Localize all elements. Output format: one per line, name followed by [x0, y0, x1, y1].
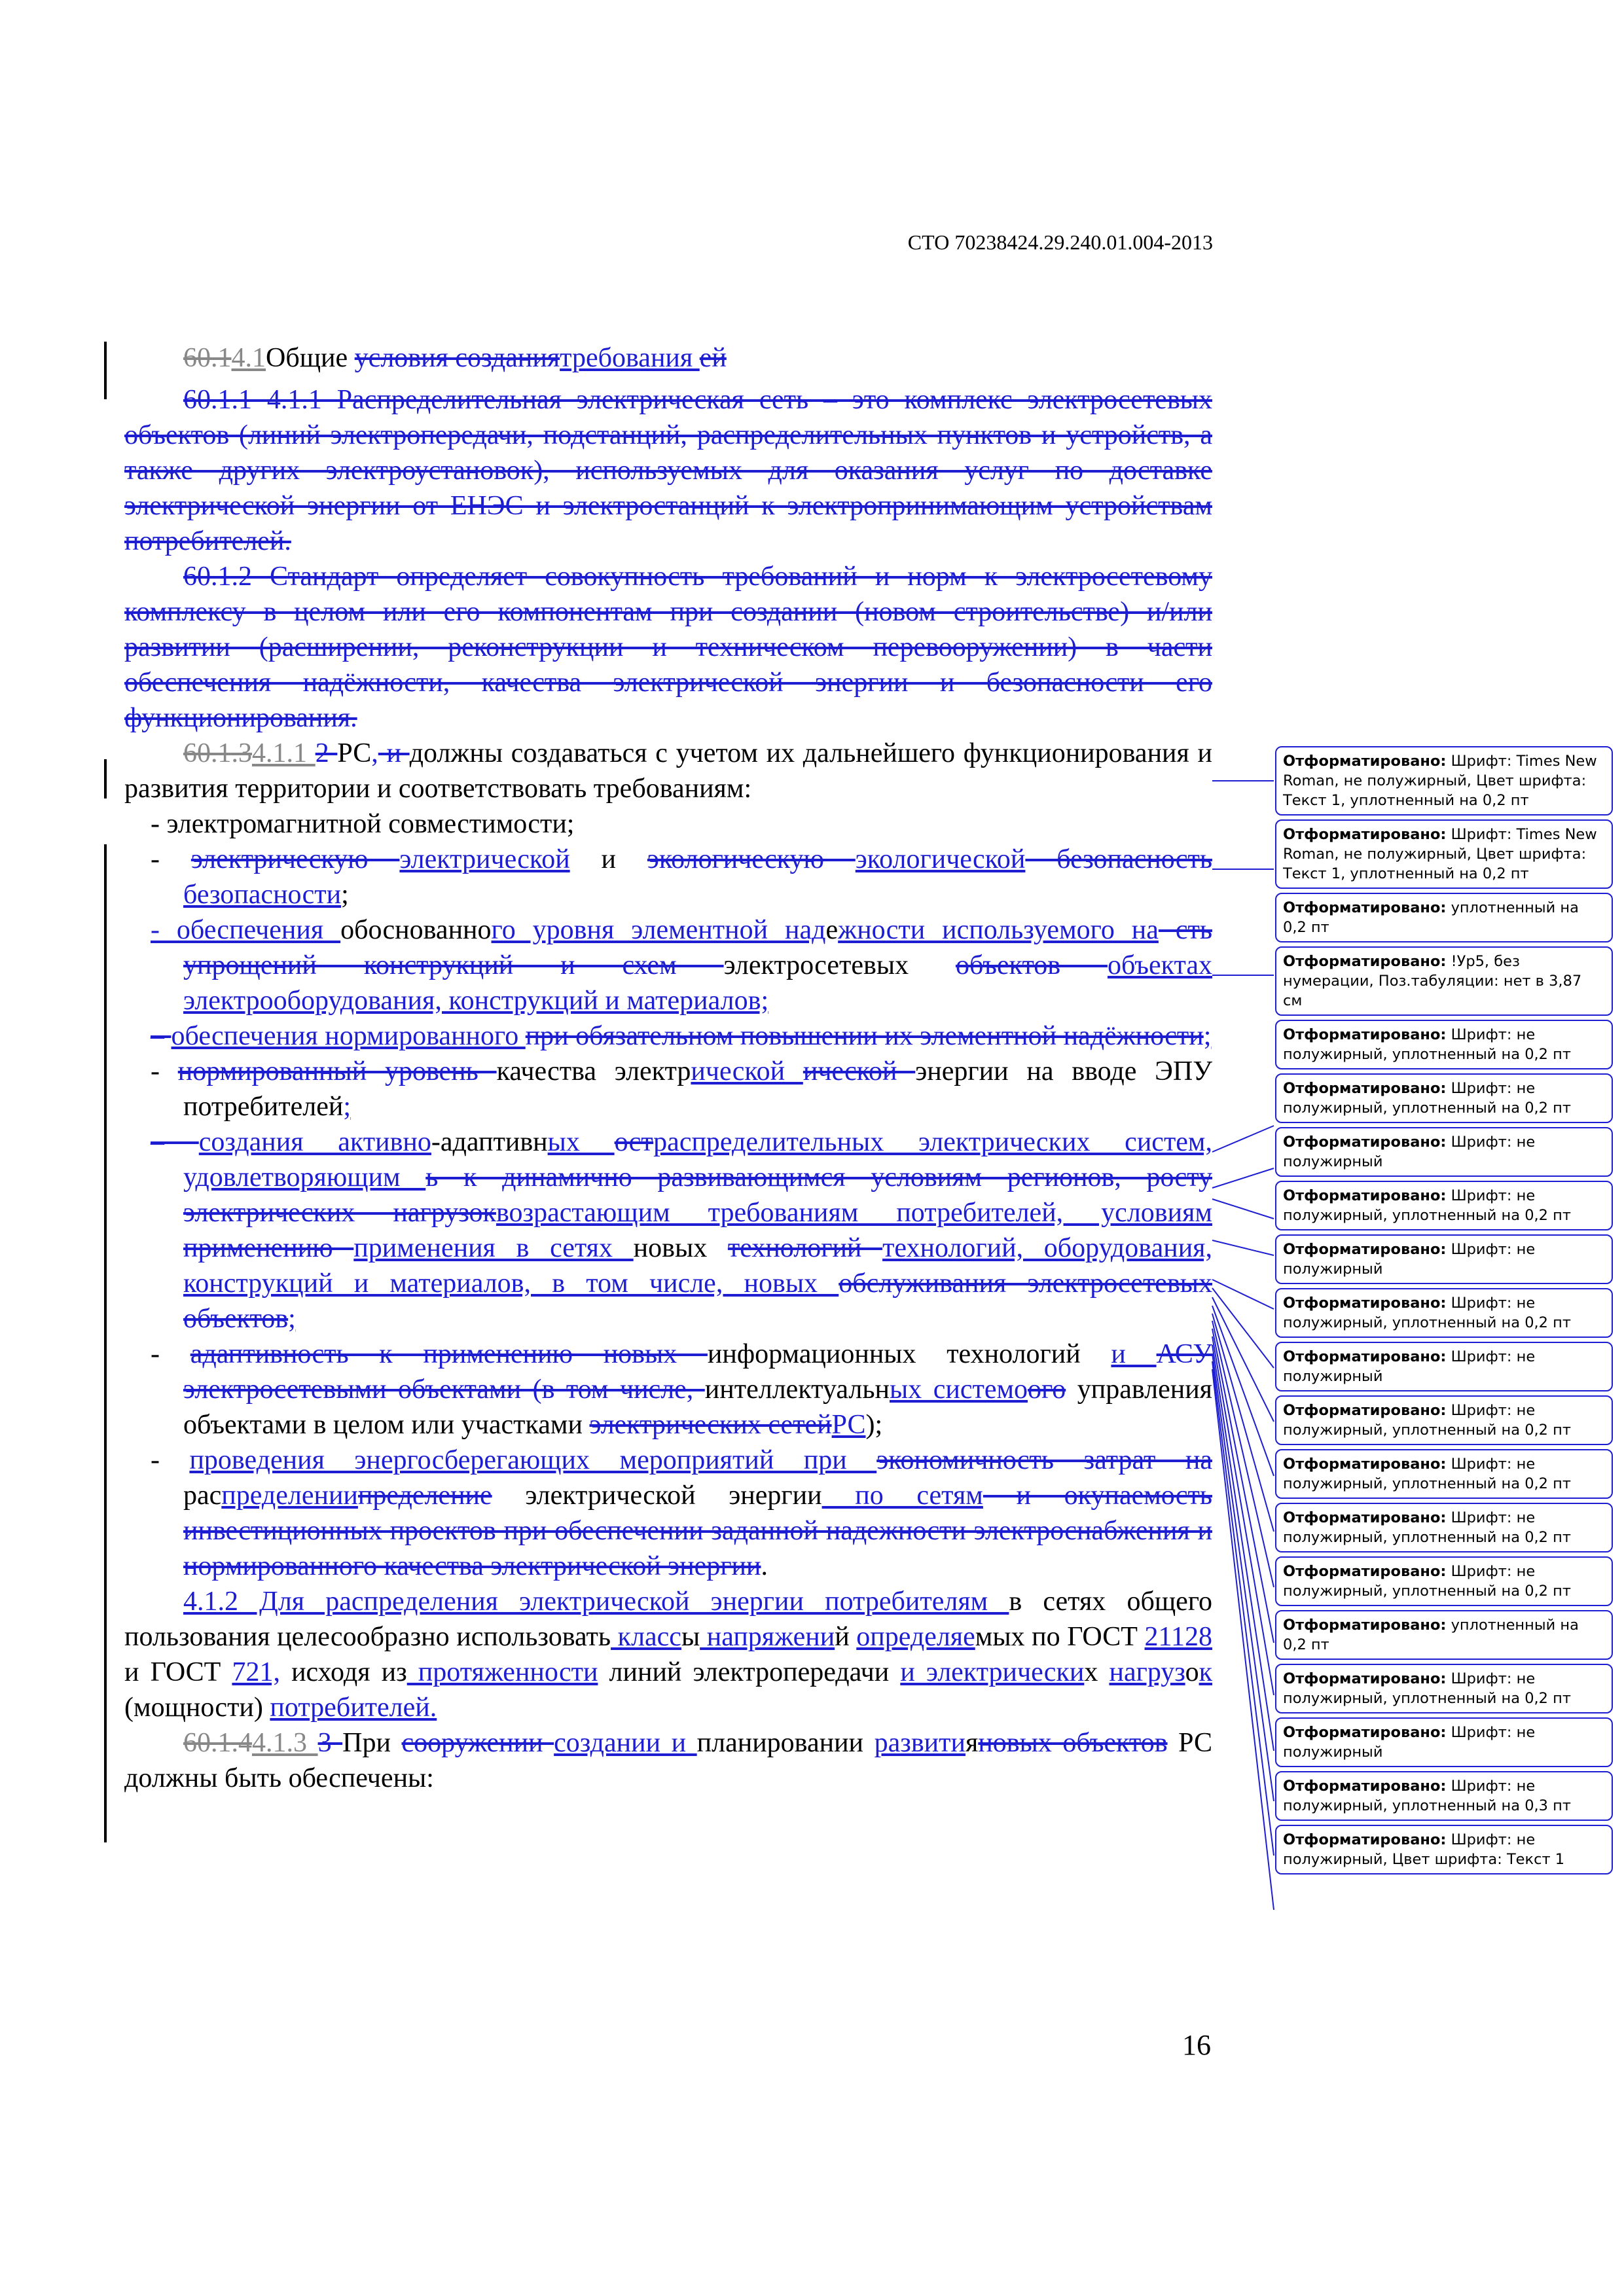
comment-balloon[interactable]: Отформатировано: Шрифт: не полужирный [1275, 1717, 1613, 1767]
comment-balloon[interactable]: Отформатировано: Шрифт: Times New Roman, не полужирный, Цвет шрифта: Текст 1, уплотненный на 0,2 пт [1275, 819, 1613, 889]
paragraph-requirements: 60.1.34.1.1 2 РС, и должны создаваться с учетом их дальнейшего функционирования и развития территории и соответствовать требованиям: [124, 738, 1213, 804]
comment-balloon[interactable]: Отформатировано: Шрифт: не полужирный, уплотненный на 0,2 пт [1275, 1020, 1613, 1069]
document-body [124, 340, 1212, 1796]
comment-balloon[interactable]: Отформатировано: Шрифт: не полужирный, уплотненный на 0,2 пт [1275, 1073, 1613, 1123]
list-item: - электрическую электрической и экологическую экологической безопасность безопасности; [151, 844, 1212, 910]
comment-balloon[interactable]: Отформатировано: Шрифт: не полужирный, уплотненный на 0,2 пт [1275, 1503, 1613, 1552]
list-item: - проведения энергосберегающих мероприятий при экономичность затрат на распределениипределение электрической энергии по сетям и окупаемость инвестиционных проектов при обеспечении заданной надежности электроснабжения и нормированного качества электрической энергии. [151, 1445, 1212, 1581]
paragraph-voltage-classes: 4.1.2 Для распределения электрической энергии потребителям в сетях общего пользования целесообразно использовать классы напряжений определяемых по ГОСТ 21128 и ГОСТ 721, исходя из протяженности линий электропередачи и электрических нагрузок (мощности) потребителей. [124, 1587, 1213, 1723]
comment-balloon[interactable]: Отформатировано: Шрифт: не полужирный [1275, 1127, 1613, 1177]
list-item: - обеспечения обоснованного уровня элементной надежности используемого на сть упрощений конструкций и схем электросетевых объектов объектах электрооборудования, конструкций и материалов; [151, 915, 1213, 1016]
document-code: СТО 70238424.29.240.01.004-2013 [907, 230, 1213, 254]
list-item: - адаптивность к применению новых информационных технологий и АСУ электросетевыми объектами (в том числе, интеллектуальных системоого управления объектами в целом или участками электрических сетейРС); [151, 1339, 1213, 1440]
list-item: - нормированный уровень качества электрической ической энергии на вводе ЭПУ потребителей; [151, 1056, 1212, 1122]
comment-balloon[interactable]: Отформатировано: Шрифт: не полужирный, уплотненный на 0,2 пт [1275, 1449, 1613, 1499]
comment-balloon[interactable]: Отформатировано: Шрифт: не полужирный, уплотненный на 0,3 пт [1275, 1771, 1613, 1821]
comment-balloon[interactable]: Отформатировано: Шрифт: не полужирный, уплотненный на 0,2 пт [1275, 1556, 1613, 1606]
comment-balloon[interactable]: Отформатировано: уплотненный на 0,2 пт [1275, 1610, 1613, 1660]
comment-balloon[interactable]: Отформатировано: !Ур5, без нумерации, Поз.табуляции: нет в 3,87 см [1275, 946, 1613, 1016]
paragraph-deleted-2: 60.1.2 Стандарт определяет совокупность требований и норм к электросетевому комплексу в целом или его компонентам при создании (новом строительстве) и/или развитии (расширении, реконструкции и техническом перевооружении) в части обеспечения надёжности, качества электрической энергии и безопасности его функционирования. [124, 562, 1212, 733]
page-number: 16 [1182, 2029, 1211, 2061]
comment-balloon[interactable]: Отформатировано: уплотненный на 0,2 пт [1275, 893, 1613, 942]
change-bar [104, 844, 107, 1842]
list-item: - электромагнитной совместимости; [151, 809, 575, 839]
paragraph-planning: 60.1.44.1.3 3 При сооружении создании и планировании развитияновых объектов РС должны быть обеспечены: [124, 1728, 1213, 1793]
list-item: – обеспечения нормированного при обязательном повышении их элементной надёжности; [151, 1021, 1212, 1051]
comment-balloon[interactable]: Отформатировано: Шрифт: не полужирный, уплотненный на 0,2 пт [1275, 1181, 1613, 1230]
change-bar [104, 342, 107, 399]
comment-balloon[interactable]: Отформатировано: Шрифт: Times New Roman, не полужирный, Цвет шрифта: Текст 1, уплотненный на 0,2 пт [1275, 746, 1613, 816]
comment-balloon[interactable]: Отформатировано: Шрифт: не полужирный, уплотненный на 0,2 пт [1275, 1395, 1613, 1445]
comment-balloon[interactable]: Отформатировано: Шрифт: не полужирный, уплотненный на 0,2 пт [1275, 1664, 1613, 1713]
comment-balloons-pane [1275, 746, 1613, 1878]
comment-balloon[interactable]: Отформатировано: Шрифт: не полужирный [1275, 1342, 1613, 1391]
list-item: – создания активно-адаптивных остраспределительных электрических систем, удовлетворяющим ь к динамично развивающимся условиям регионов, росту электрических нагрузоквозрастающим требованиям потребителей, условиям применению применения в сетях новых технологий технологий, оборудования, конструкций и материалов, в том числе, новых обслуживания электросетевых объектов; [151, 1127, 1213, 1334]
change-bar [104, 759, 107, 798]
comment-balloon[interactable]: Отформатировано: Шрифт: не полужирный, уплотненный на 0,2 пт [1275, 1288, 1613, 1338]
comment-balloon[interactable]: Отформатировано: Шрифт: не полужирный [1275, 1234, 1613, 1284]
comment-balloon[interactable]: Отформатировано: Шрифт: не полужирный, Цвет шрифта: Текст 1 [1275, 1825, 1613, 1874]
paragraph-deleted-1: 60.1.1 4.1.1 Распределительная электрическая сеть – это комплекс электросетевых объектов (линий электропередачи, подстанций, распределительных пунктов и устройств, а также других электроустановок), используемых для оказания услуг по доставке электрической энергии от ЕНЭС и электростанций к электропринимающим устройствам потребителей. [124, 385, 1212, 556]
section-heading: 60.14.1Общие условия созданиятребования ей [183, 343, 727, 373]
